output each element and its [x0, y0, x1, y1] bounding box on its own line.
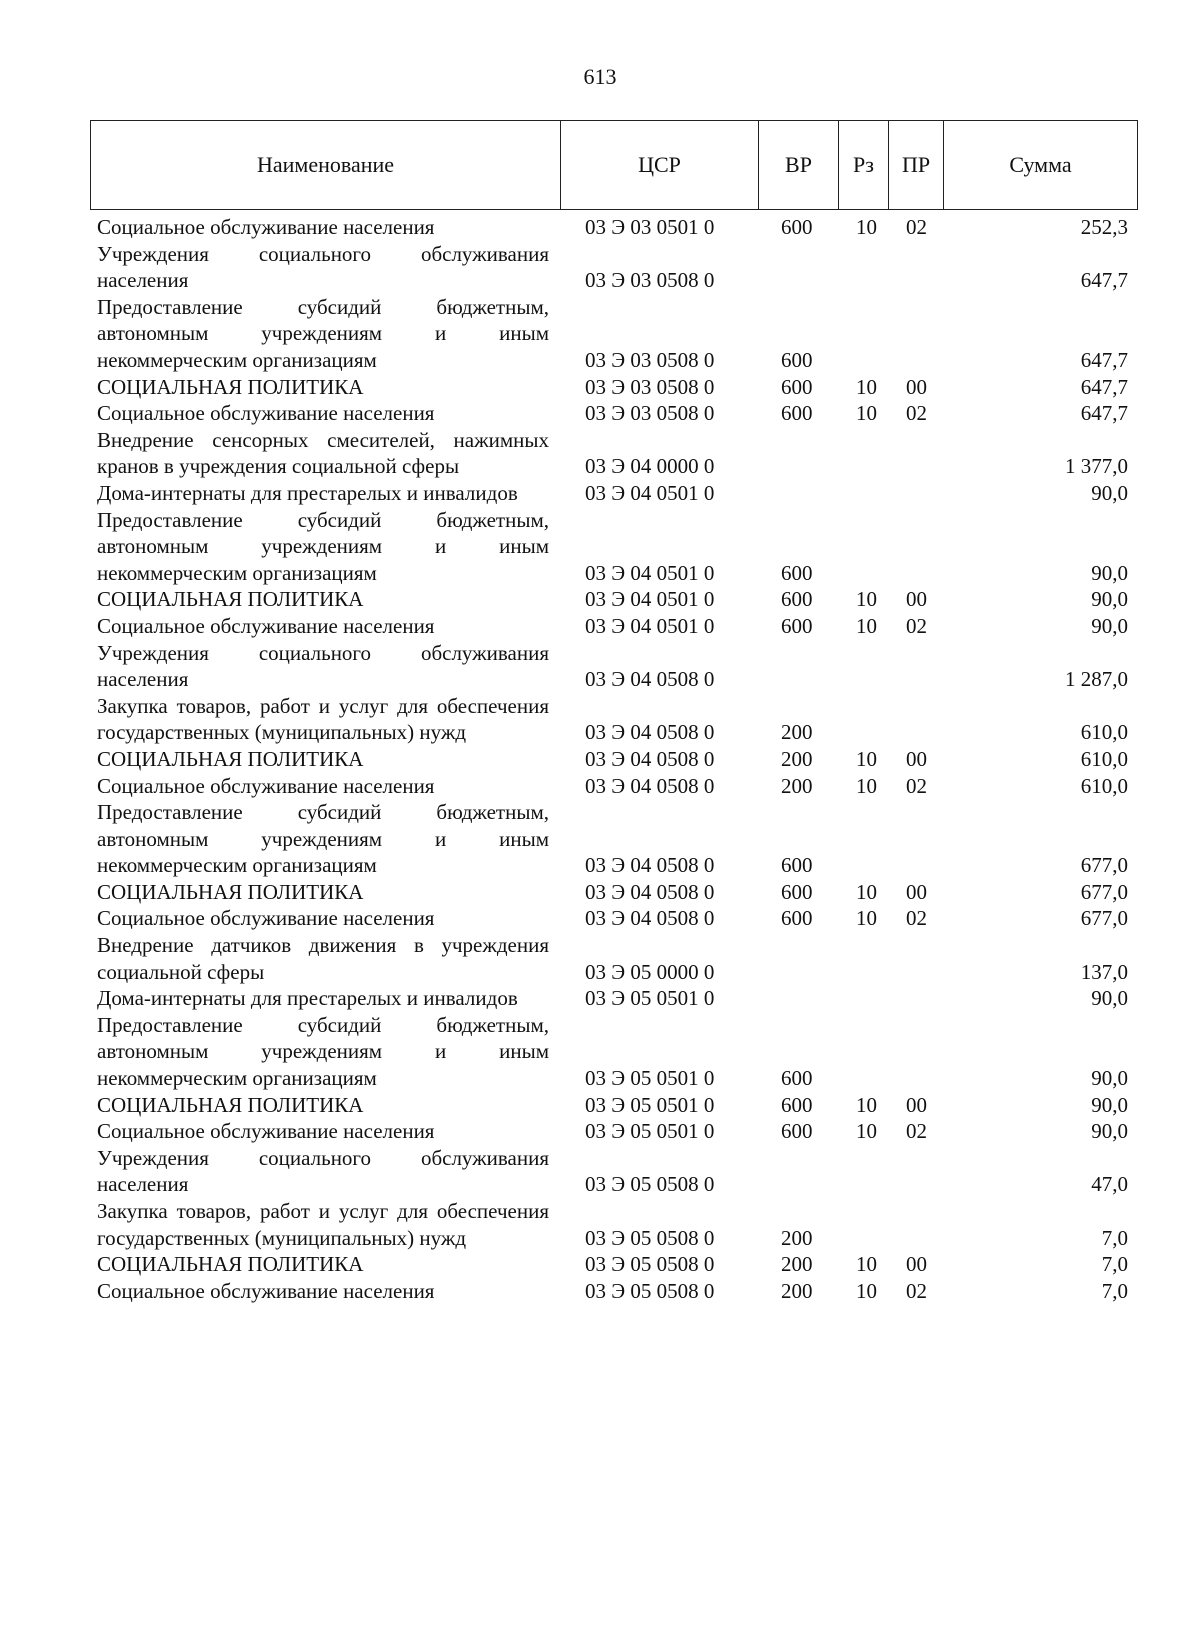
table-row: [0, 640, 1200, 693]
row-csr: 03 Э 04 0508 0: [585, 879, 715, 904]
row-csr: 03 Э 04 0501 0: [585, 613, 715, 638]
row-name: Социальное обслуживание населения: [97, 906, 435, 931]
table-row: [0, 613, 1200, 640]
row-csr: 03 Э 05 0508 0: [585, 1172, 715, 1197]
row-sum: 90,0: [1091, 1119, 1128, 1144]
row-csr: 03 Э 04 0508 0: [585, 853, 715, 878]
row-vr: 600: [781, 1092, 813, 1117]
row-csr: 03 Э 03 0508 0: [585, 374, 715, 399]
table-row: [0, 1092, 1200, 1119]
table-row: [0, 1278, 1200, 1305]
row-csr: 03 Э 03 0508 0: [585, 401, 715, 426]
row-pr: 02: [906, 215, 927, 239]
row-csr: 03 Э 05 0501 0: [585, 1092, 715, 1117]
row-csr: 03 Э 04 0508 0: [585, 906, 715, 931]
row-name: СОЦИАЛЬНАЯ ПОЛИТИКА: [97, 746, 364, 771]
row-sum: 1 377,0: [1065, 454, 1128, 479]
row-vr: 600: [781, 906, 813, 931]
row-name: Предоставление субсидий бюджетным, автономным учреждениям и иным некоммерческим организациям: [97, 507, 549, 585]
row-sum: 252,3: [1080, 215, 1128, 239]
row-name: СОЦИАЛЬНАЯ ПОЛИТИКА: [97, 879, 364, 904]
table-row: [0, 879, 1200, 906]
row-sum: 1 287,0: [1065, 667, 1128, 692]
row-name: Учреждения социального обслуживания населения: [97, 640, 549, 692]
row-sum: 610,0: [1080, 773, 1128, 798]
row-csr: 03 Э 05 0501 0: [585, 986, 715, 1011]
row-name: Дома-интернаты для престарелых и инвалидов: [97, 480, 518, 505]
row-sum: 7,0: [1101, 1225, 1128, 1250]
row-csr: 03 Э 04 0508 0: [585, 720, 715, 745]
row-name: Социальное обслуживание населения: [97, 215, 435, 239]
row-rz: 10: [856, 613, 877, 638]
table-row: [0, 294, 1200, 374]
row-rz: 10: [856, 906, 877, 931]
row-vr: 600: [781, 879, 813, 904]
row-sum: 647,7: [1080, 268, 1128, 293]
row-rz: 10: [856, 746, 877, 771]
row-vr: 200: [781, 720, 813, 745]
row-sum: 610,0: [1080, 720, 1128, 745]
row-csr: 03 Э 05 0508 0: [585, 1278, 715, 1303]
row-pr: 02: [906, 1119, 927, 1144]
row-vr: 200: [781, 1225, 813, 1250]
row-csr: 03 Э 04 0508 0: [585, 746, 715, 771]
row-rz: 10: [856, 1278, 877, 1303]
row-csr: 03 Э 03 0508 0: [585, 347, 715, 372]
row-name: Социальное обслуживание населения: [97, 1278, 435, 1303]
row-sum: 677,0: [1080, 853, 1128, 878]
row-csr: 03 Э 04 0501 0: [585, 480, 715, 505]
page-number: 613: [583, 64, 617, 89]
row-sum: 47,0: [1091, 1172, 1128, 1197]
row-csr: 03 Э 05 0508 0: [585, 1252, 715, 1277]
row-csr: 03 Э 04 0000 0: [585, 454, 715, 479]
row-name: Социальное обслуживание населения: [97, 773, 435, 798]
row-name: Социальное обслуживание населения: [97, 1119, 435, 1144]
row-vr: 600: [781, 347, 813, 372]
header-name: Наименование: [91, 121, 561, 209]
row-sum: 90,0: [1091, 1092, 1128, 1117]
row-name: Социальное обслуживание населения: [97, 401, 435, 426]
row-vr: 600: [781, 853, 813, 878]
header-vr: ВР: [759, 121, 839, 209]
table-row: [0, 241, 1200, 294]
table-row: [0, 1198, 1200, 1251]
row-name: СОЦИАЛЬНАЯ ПОЛИТИКА: [97, 374, 364, 399]
table-row: [0, 1251, 1200, 1278]
row-vr: 600: [781, 1066, 813, 1091]
row-pr: 02: [906, 906, 927, 931]
row-csr: 03 Э 03 0508 0: [585, 268, 715, 293]
row-sum: 647,7: [1080, 401, 1128, 426]
row-pr: 02: [906, 613, 927, 638]
row-name: Предоставление субсидий бюджетным, автономным учреждениям и иным некоммерческим организациям: [97, 294, 549, 372]
row-rz: 10: [856, 1119, 877, 1144]
row-name: СОЦИАЛЬНАЯ ПОЛИТИКА: [97, 1092, 364, 1117]
table-header: [90, 120, 1138, 210]
row-vr: 600: [781, 560, 813, 585]
row-name: СОЦИАЛЬНАЯ ПОЛИТИКА: [97, 587, 364, 612]
row-sum: 90,0: [1091, 1066, 1128, 1091]
header-sum: Сумма: [1009, 152, 1072, 177]
row-pr: 02: [906, 401, 927, 426]
table-row: [0, 985, 1200, 1012]
table-row: [0, 799, 1200, 879]
row-vr: 600: [781, 613, 813, 638]
table-row: [0, 1118, 1200, 1145]
row-name: Учреждения социального обслуживания населения: [97, 1145, 549, 1197]
row-sum: 647,7: [1080, 347, 1128, 372]
table-row: [0, 480, 1200, 507]
table-row: [0, 773, 1200, 800]
row-sum: 90,0: [1091, 560, 1128, 585]
row-sum: 90,0: [1091, 587, 1128, 612]
row-csr: 03 Э 05 0501 0: [585, 1066, 715, 1091]
row-pr: 00: [906, 746, 927, 771]
row-sum: 677,0: [1080, 879, 1128, 904]
row-csr: 03 Э 04 0501 0: [585, 587, 715, 612]
row-name: Дома-интернаты для престарелых и инвалидов: [97, 986, 518, 1011]
row-name: Предоставление субсидий бюджетным, автономным учреждениям и иным некоммерческим организациям: [97, 1012, 549, 1091]
row-name: Закупка товаров, работ и услуг для обеспечения государственных (муниципальных) нужд: [97, 1199, 549, 1250]
table-row: [0, 1012, 1200, 1092]
row-sum: 647,7: [1080, 374, 1128, 399]
table-row: [0, 214, 1200, 241]
row-pr: 00: [906, 374, 927, 399]
table-body: [0, 214, 1200, 1304]
table-row: [0, 932, 1200, 985]
row-vr: 200: [781, 1252, 813, 1277]
row-rz: 10: [856, 1252, 877, 1277]
row-rz: 10: [856, 587, 877, 612]
row-sum: 7,0: [1101, 1278, 1128, 1303]
table-row: [0, 905, 1200, 932]
row-csr: 03 Э 05 0000 0: [585, 959, 715, 984]
table-row: [0, 586, 1200, 613]
row-rz: 10: [856, 215, 877, 239]
row-pr: 02: [906, 1278, 927, 1303]
row-rz: 10: [856, 879, 877, 904]
header-csr: ЦСР: [561, 121, 759, 209]
row-sum: 677,0: [1080, 906, 1128, 931]
header-pr: ПР: [889, 121, 944, 209]
row-vr: 200: [781, 746, 813, 771]
row-vr: 600: [781, 215, 813, 239]
row-vr: 600: [781, 374, 813, 399]
table-row: [0, 746, 1200, 773]
row-rz: 10: [856, 374, 877, 399]
row-rz: 10: [856, 773, 877, 798]
row-vr: 200: [781, 773, 813, 798]
row-name: Закупка товаров, работ и услуг для обеспечения государственных (муниципальных) нужд: [97, 693, 549, 745]
table-row: [0, 427, 1200, 480]
row-sum: 90,0: [1091, 480, 1128, 505]
row-name: Внедрение сенсорных смесителей, нажимных кранов в учреждения социальной сферы: [97, 427, 549, 479]
row-vr: 600: [781, 401, 813, 426]
row-vr: 200: [781, 1278, 813, 1303]
table-row: [0, 507, 1200, 587]
row-csr: 03 Э 04 0508 0: [585, 773, 715, 798]
table-row: [0, 400, 1200, 427]
table-row: [0, 374, 1200, 401]
row-sum: 610,0: [1080, 746, 1128, 771]
row-name: СОЦИАЛЬНАЯ ПОЛИТИКА: [97, 1252, 364, 1277]
row-vr: 600: [781, 1119, 813, 1144]
row-pr: 00: [906, 879, 927, 904]
row-sum: 90,0: [1091, 986, 1128, 1011]
row-name: Учреждения социального обслуживания населения: [97, 241, 549, 293]
row-csr: 03 Э 05 0508 0: [585, 1225, 715, 1250]
row-sum: 137,0: [1080, 959, 1128, 984]
row-sum: 90,0: [1091, 613, 1128, 638]
row-sum: 7,0: [1101, 1252, 1128, 1277]
row-vr: 600: [781, 587, 813, 612]
row-pr: 00: [906, 1252, 927, 1277]
row-rz: 10: [856, 401, 877, 426]
row-name: Внедрение датчиков движения в учреждения социальной сферы: [97, 933, 549, 984]
row-csr: 03 Э 04 0501 0: [585, 560, 715, 585]
row-csr: 03 Э 05 0501 0: [585, 1119, 715, 1144]
row-pr: 00: [906, 1092, 927, 1117]
row-name: Предоставление субсидий бюджетным, автономным учреждениям и иным некоммерческим организациям: [97, 800, 549, 878]
row-pr: 02: [906, 773, 927, 798]
row-rz: 10: [856, 1092, 877, 1117]
table-row: [0, 1145, 1200, 1198]
row-csr: 03 Э 03 0501 0: [585, 215, 715, 239]
row-pr: 00: [906, 587, 927, 612]
row-csr: 03 Э 04 0508 0: [585, 667, 715, 692]
row-name: Социальное обслуживание населения: [97, 613, 435, 638]
header-rz: Рз: [839, 121, 889, 209]
table-row: [0, 693, 1200, 746]
